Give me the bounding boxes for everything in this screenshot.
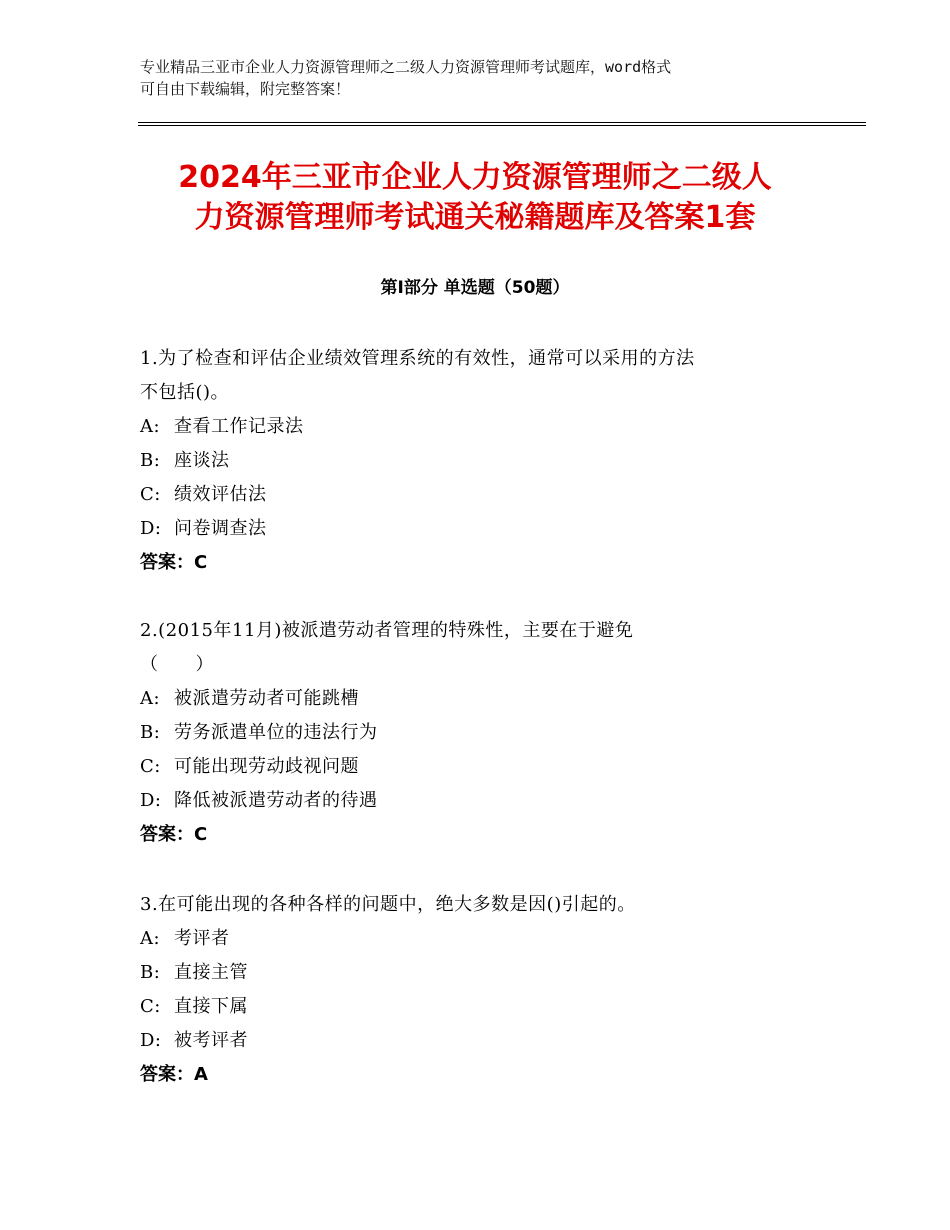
question-stem-line: 1.为了检查和评估企业绩效管理系统的有效性，通常可以采用的方法: [140, 348, 695, 369]
option-text: 直接主管: [174, 962, 248, 983]
question-3: [140, 888, 820, 1092]
question-stem-line: 2.(2015年11月)被派遣劳动者管理的特殊性，主要在于避免: [140, 620, 634, 641]
question-1: [140, 342, 820, 580]
option-b: [140, 716, 820, 750]
option-text: 查看工作记录法: [174, 416, 304, 437]
option-key: A:: [140, 688, 161, 709]
option-key: A:: [140, 416, 161, 437]
option-text: 降低被派遣劳动者的待遇: [174, 790, 378, 811]
option-key: C:: [140, 756, 161, 777]
option-text: 绩效评估法: [174, 484, 267, 505]
option-b: [140, 444, 820, 478]
answer: 答案：C: [140, 552, 208, 573]
question-stem-line: （ ）: [140, 654, 214, 675]
option-c: [140, 990, 820, 1024]
option-a: [140, 682, 820, 716]
option-d: [140, 1024, 820, 1058]
option-text: 座谈法: [174, 450, 230, 471]
option-key: D:: [140, 518, 162, 539]
option-key: D:: [140, 790, 162, 811]
option-text: 考评者: [174, 928, 230, 949]
question-stem-line: 3.在可能出现的各种各样的问题中，绝大多数是因()引起的。: [140, 894, 636, 915]
document-title-line-2: 力资源管理师考试通关秘籍题库及答案1套: [194, 200, 756, 235]
header-rule: [138, 122, 866, 123]
option-text: 被派遣劳动者可能跳槽: [174, 688, 359, 709]
section-title: 第Ⅰ部分 单选题（50题）: [380, 278, 570, 298]
option-key: D:: [140, 1030, 162, 1051]
question-stem-line: 不包括()。: [140, 382, 230, 403]
question-2: [140, 614, 820, 852]
header-note-line-2: 可自由下载编辑，附完整答案！: [140, 80, 351, 98]
option-key: A:: [140, 928, 161, 949]
option-key: B:: [140, 722, 161, 743]
option-a: [140, 922, 820, 956]
question-stem: [140, 342, 820, 410]
option-d: [140, 784, 820, 818]
document-title-line-1: 2024年三亚市企业人力资源管理师之二级人: [178, 160, 772, 195]
option-text: 被考评者: [174, 1030, 248, 1051]
option-c: [140, 478, 820, 512]
option-c: [140, 750, 820, 784]
option-text: 直接下属: [174, 996, 248, 1017]
header-note: [140, 56, 820, 100]
option-text: 问卷调查法: [174, 518, 267, 539]
option-key: B:: [140, 962, 161, 983]
header-rule-secondary: [138, 125, 866, 126]
option-text: 劳务派遣单位的违法行为: [174, 722, 378, 743]
option-b: [140, 956, 820, 990]
header-note-line-1: 专业精品三亚市企业人力资源管理师之二级人力资源管理师考试题库，word格式: [140, 58, 672, 76]
option-text: 可能出现劳动歧视问题: [174, 756, 359, 777]
option-a: [140, 410, 820, 444]
question-stem: [140, 614, 820, 682]
answer: 答案：C: [140, 824, 208, 845]
question-stem: [140, 888, 820, 922]
answer: 答案：A: [140, 1064, 208, 1085]
option-key: C:: [140, 996, 161, 1017]
option-key: C:: [140, 484, 161, 505]
document-title: [120, 158, 830, 238]
option-key: B:: [140, 450, 161, 471]
option-d: [140, 512, 820, 546]
